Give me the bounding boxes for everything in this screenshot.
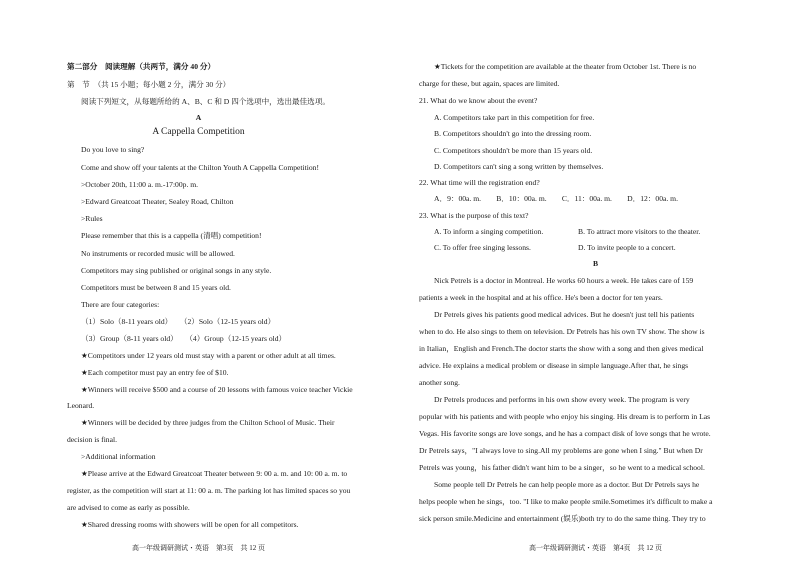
passage-line: sick person smile.Medicine and entertainment (娱乐)both try to do the same thing. They try to — [419, 514, 706, 523]
passage-line: Competitors may sing published or original songs in any style. — [81, 266, 272, 275]
question-22: 22. What time will the registration end? — [419, 178, 540, 187]
passage-line: >Additional information — [81, 452, 156, 461]
page-footer: 高一年级调研测试・英语 第3页 共 12 页 — [132, 544, 265, 552]
passage-line: Dr Petrels gives his patients good medical advices. But he doesn't just tell his patients — [434, 310, 695, 319]
option: D. Competitors can't sing a song written by themselves. — [434, 162, 604, 171]
passage-line: There are four categories: — [81, 300, 160, 309]
passage-line: helps people when he sings，too. "I like to make people smile.Sometimes it's difficult to make a — [419, 497, 713, 506]
passage-title: A Cappella Competition — [152, 127, 245, 137]
passage-line: are advised to come as early as possible. — [67, 503, 190, 512]
options-row: A．9：00a. m. B．10：00a. m. C．11：00a. m. D．12：00a. m. — [434, 194, 678, 203]
subsection-heading: 第 节 （共 15 小题；每小题 2 分，满分 30 分） — [67, 80, 231, 89]
option: C. Competitors shouldn't be more than 15 years old. — [434, 146, 593, 155]
passage-line: Come and show off your talents at the Chilton Youth A Cappella Competition! — [81, 163, 319, 172]
passage-line: ★Please arrive at the Edward Greatcoat Theater between 9: 00 a. m. and 10: 00 a. m. to — [81, 469, 348, 478]
option: B. To attract more visitors to the theater. — [578, 227, 701, 236]
passage-line: another song. — [419, 378, 460, 387]
passage-line: No instruments or recorded music will be allowed. — [81, 249, 235, 258]
passage-line: decision is final. — [67, 435, 117, 444]
passage-line: ★Shared dressing rooms with showers will be open for all competitors. — [81, 520, 299, 529]
passage-line: Vegas. His favorite songs are love songs, and he has a compact disk of love songs that he wrote. — [419, 429, 711, 438]
passage-letter: A — [195, 113, 202, 122]
passage-line: ★Competitors under 12 years old must stay with a parent or other adult at all times. — [81, 351, 336, 360]
instructions: 阅读下列短文，从每题所给的 A、B、C 和 D 四个选项中，选出最佳选项。 — [81, 97, 330, 106]
passage-letter: B — [592, 259, 599, 268]
passage-line: Do you love to sing? — [81, 145, 145, 154]
right-page — [397, 0, 794, 562]
passage-line: （3）Group（8-11 years old） （4）Group（12-15 years old） — [81, 334, 287, 343]
passage-line: Nick Petrels is a doctor in Montreal. He works 60 hours a week. He takes care of 159 — [434, 276, 694, 285]
passage-line: ★Each competitor must pay an entry fee of $10. — [81, 368, 229, 377]
option: C. To offer free singing lessons. — [434, 243, 531, 252]
passage-line: >Edward Greatcoat Theater, Sealey Road, Chilton — [81, 197, 234, 206]
question-23: 23. What is the purpose of this text? — [419, 211, 529, 220]
passage-line: patients a week in the hospital and at his office. He's been a doctor for ten years. — [419, 293, 663, 302]
question-21: 21. What do we know about the event? — [419, 96, 538, 105]
passage-line: Dr Petrels says，"I always love to sing.All my problems are gone when I sing." But when Dr — [419, 446, 703, 455]
passage-line: ★Tickets for the competition are available at the theater from October 1st. There is no — [434, 62, 697, 71]
option: D. To invite people to a concert. — [578, 243, 676, 252]
passage-line: when to do. He also sings to them on television. Dr Petrels has his own TV show. The show is — [419, 327, 705, 336]
option: A. To inform a singing competition. — [434, 227, 544, 236]
passage-line: ★Winners will receive $500 and a course of 20 lessons with famous voice teacher Vickie — [81, 385, 353, 394]
page-footer: 高一年级调研测试・英语 第4页 共 12 页 — [529, 544, 662, 552]
section-heading: 第二部分 阅读理解（共两节，满分 40 分） — [67, 62, 216, 71]
passage-line: popular with his patients and with people who enjoy his singing. His dream is to perform in Las — [419, 412, 711, 421]
passage-line: >Rules — [81, 214, 103, 223]
passage-line: advice. He explains a medical problem or disease in simple language.After that, he sings — [419, 361, 689, 370]
passage-line: Dr Petrels produces and performs in his own show every week. The program is very — [434, 395, 690, 404]
passage-line: Please remember that this is a cappella (清唱) competition! — [81, 231, 262, 240]
passage-line: Petrels was young，his father didn't want him to be a singer，so he went to a medical school. — [419, 463, 705, 472]
option: A. Competitors take part in this competition for free. — [434, 113, 595, 122]
passage-line: >October 20th, 11:00 a. m.-17:00p. m. — [81, 180, 199, 189]
passage-line: in Italian，English and French.The doctor starts the show with a song and then gives medical — [419, 344, 704, 353]
passage-line: （1）Solo（8-11 years old） （2）Solo（12-15 years old） — [81, 317, 276, 326]
passage-line: Leonard. — [67, 401, 95, 410]
passage-line: register, as the competition will start at 11: 00 a. m. The parking lot has limited spaces so you — [67, 486, 351, 495]
passage-line: ★Winners will be decided by three judges from the Chilton School of Music. Their — [81, 418, 335, 427]
passage-line: Competitors must be between 8 and 15 years old. — [81, 283, 231, 292]
passage-line: Some people tell Dr Petrels he can help people more as a doctor. But Dr Petrels says he — [434, 480, 700, 489]
passage-line: charge for these, but again, spaces are limited. — [419, 79, 560, 88]
option: B. Competitors shouldn't go into the dressing room. — [434, 129, 592, 138]
